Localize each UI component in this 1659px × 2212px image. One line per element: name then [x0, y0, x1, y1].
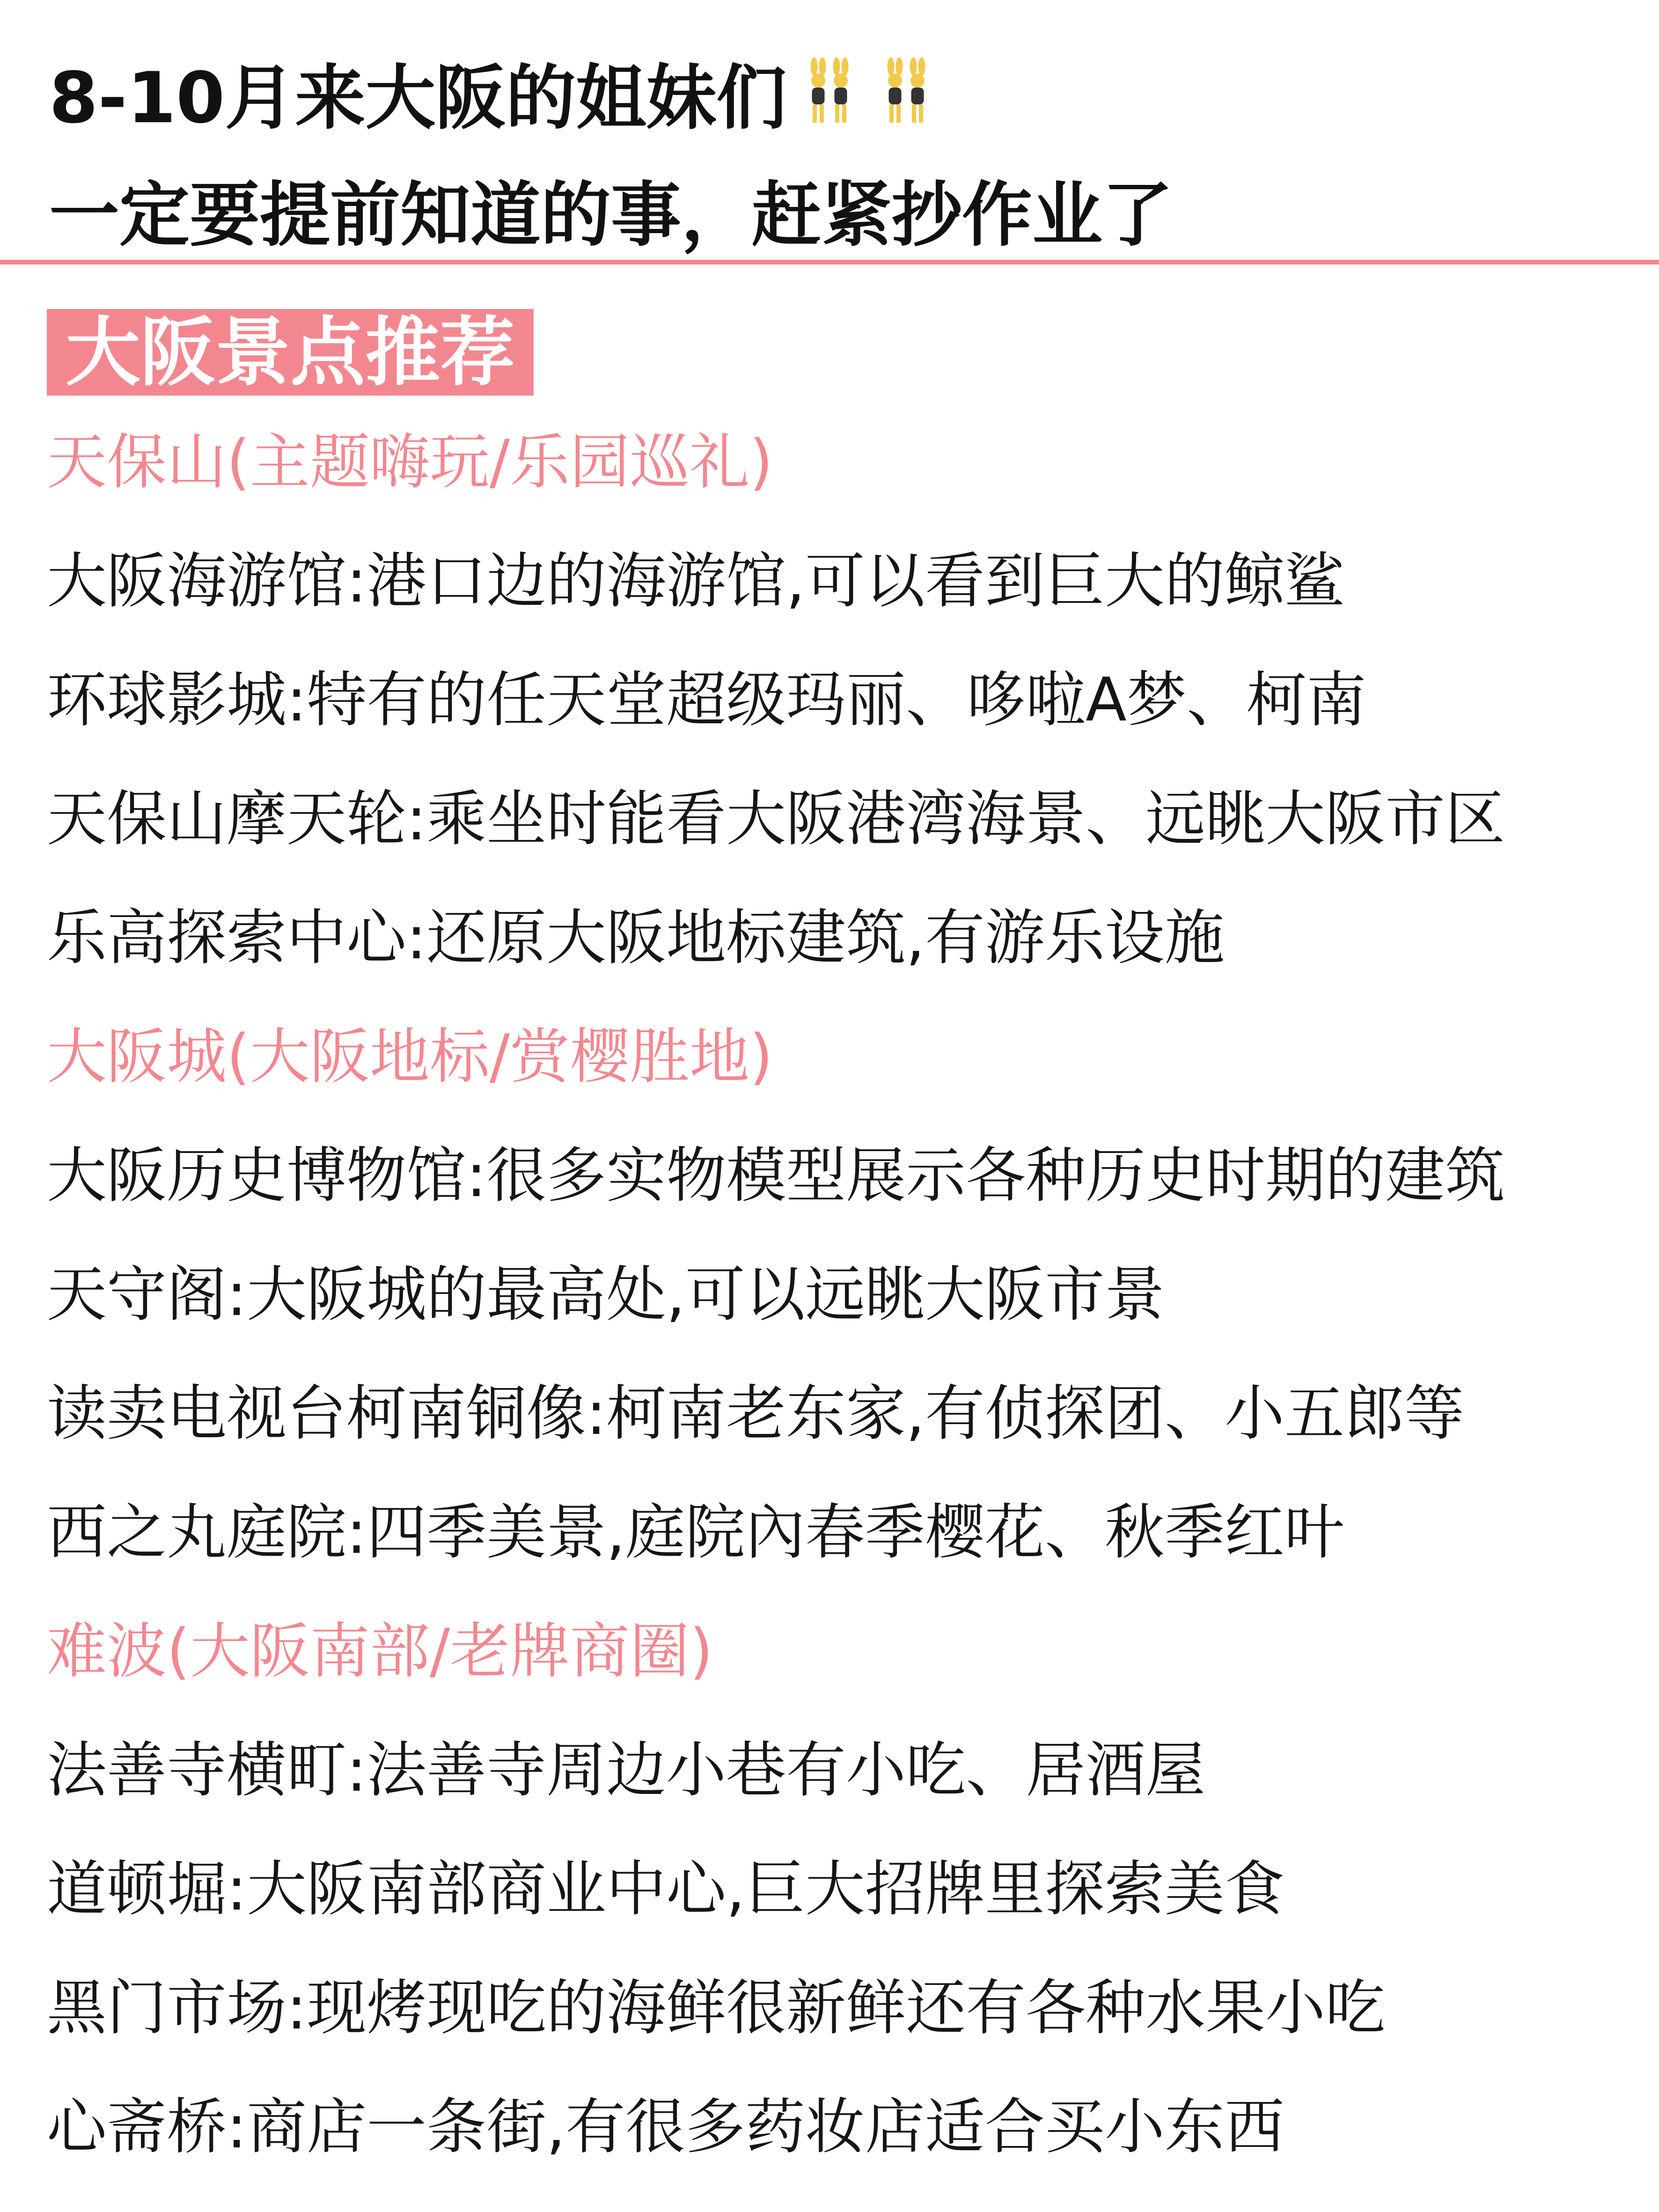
item-desc: 很多实物模型展示各种历史时期的建筑 [486, 1141, 1505, 1211]
group-heading-namba: 难波(大阪南部/老牌商圈) [47, 1617, 713, 1686]
item-desc: 大阪南部商业中心,巨大招牌里探索美食 [247, 1854, 1285, 1924]
list-item [47, 1848, 1648, 1967]
attractions-list [47, 421, 1648, 2205]
item-name: 法善寺横町 : [47, 1735, 367, 1805]
item-name: 西之丸庭院 : [47, 1498, 367, 1567]
list-item [47, 778, 1648, 897]
title-block [49, 42, 1613, 272]
item-desc: 法善寺周边小巷有小吃、居酒屋 [367, 1735, 1206, 1805]
item-name: 大阪海游馆 : [47, 546, 367, 616]
list-item [47, 1254, 1648, 1373]
item-name: 乐高探索中心 : [47, 903, 426, 973]
list-item [47, 540, 1648, 659]
item-name: 读卖电视台柯南铜像 : [47, 1379, 606, 1448]
title-line-2: 一定要提前知道的事，赶紧抄作业了 [49, 174, 1173, 256]
item-desc: 四季美景,庭院內春季樱花、秋季红叶 [367, 1498, 1344, 1567]
list-item [47, 659, 1648, 778]
item-name: 天保山摩天轮 : [47, 784, 426, 854]
list-item [47, 1492, 1648, 1610]
list-item [47, 897, 1648, 1016]
item-name: 大阪历史博物馆 : [47, 1141, 486, 1211]
item-desc: 乘坐时能看大阪港湾海景、远眺大阪市区 [426, 784, 1505, 854]
item-desc: 特有的任天堂超级玛丽、哆啦A梦、柯南 [307, 665, 1366, 735]
list-item [47, 1135, 1648, 1254]
item-name: 环球影城 : [47, 665, 307, 735]
list-item [47, 1729, 1648, 1848]
item-desc: 现烤现吃的海鲜很新鲜还有各种水果小吃 [307, 1973, 1386, 2043]
item-name: 黑门市场 : [47, 1973, 307, 2043]
item-desc: 港口边的海游馆,可以看到巨大的鲸鲨 [367, 546, 1344, 616]
item-desc: 还原大阪地标建筑,有游乐设施 [426, 903, 1225, 973]
list-item [47, 1967, 1648, 2086]
group-heading-osaka-castle: 大阪城(大阪地标/赏樱胜地) [47, 1022, 773, 1092]
title-divider [0, 260, 1659, 265]
item-name: 天守阁 : [47, 1260, 247, 1330]
bunny-girls-icon [870, 47, 940, 159]
list-item [47, 1373, 1648, 1492]
list-item [47, 2086, 1648, 2205]
item-name: 心斋桥 : [47, 2092, 247, 2162]
section-badge: 大阪景点推荐 [47, 309, 534, 396]
item-desc: 商店一条街,有很多药妆店适合买小东西 [247, 2092, 1285, 2162]
title-line-1 [49, 42, 1613, 159]
item-desc: 柯南老东家,有侦探团、小五郎等 [606, 1379, 1464, 1448]
group-heading-tempozan: 天保山(主题嗨玩/乐园巡礼) [47, 427, 773, 497]
bunny-girls-icon [793, 47, 863, 159]
title-text-1: 8-10月来大阪的姐妹们 [49, 58, 787, 139]
item-name: 道顿堀 : [47, 1854, 247, 1924]
item-desc: 大阪城的最高处,可以远眺大阪市景 [247, 1260, 1165, 1330]
